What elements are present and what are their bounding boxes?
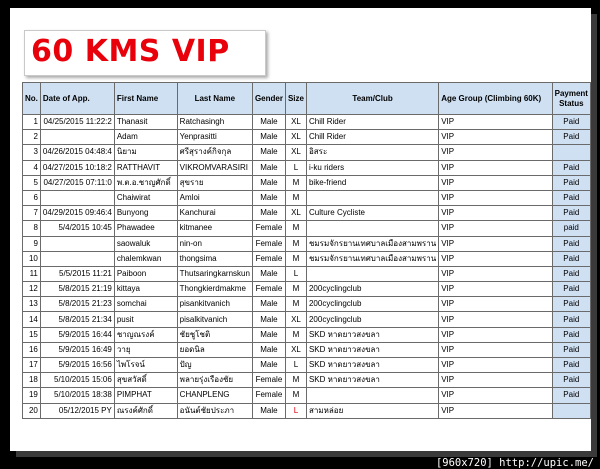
cell-no: 14 <box>23 312 41 327</box>
cell-no: 8 <box>23 221 41 236</box>
table-row <box>23 190 591 205</box>
cell-first-name: saowaluk <box>114 236 177 251</box>
cell-date: 5/4/2015 10:45 <box>40 221 114 236</box>
cell-no: 7 <box>23 206 41 221</box>
cell-gender: Male <box>252 145 285 160</box>
cell-age-group: VIP <box>439 206 552 221</box>
cell-age-group: VIP <box>439 221 552 236</box>
cell-size: XL <box>285 115 306 130</box>
cell-team: Culture Cycliste <box>306 206 438 221</box>
cell-date: 5/9/2015 16:56 <box>40 358 114 373</box>
cell-date: 5/9/2015 16:49 <box>40 342 114 357</box>
cell-gender: Male <box>252 342 285 357</box>
table-row <box>23 206 591 221</box>
cell-last-name: ชัยชูโชติ <box>177 327 252 342</box>
table-row <box>23 221 591 236</box>
cell-size: M <box>285 221 306 236</box>
cell-gender: Female <box>252 388 285 403</box>
table-row <box>23 312 591 327</box>
cell-first-name: สุขสวัสดิ์ <box>114 373 177 388</box>
cell-first-name: somchai <box>114 297 177 312</box>
header-last-name: Last Name <box>177 83 252 115</box>
cell-gender: Male <box>252 266 285 281</box>
cell-last-name: ศรีสุรางค์กิจกุล <box>177 145 252 160</box>
cell-size: M <box>285 373 306 388</box>
cell-team <box>306 266 438 281</box>
header-size: Size <box>285 83 306 115</box>
table-row <box>23 297 591 312</box>
cell-team <box>306 190 438 205</box>
cell-size: M <box>285 327 306 342</box>
header-team: Team/Club <box>306 83 438 115</box>
cell-date <box>40 236 114 251</box>
cell-no: 5 <box>23 175 41 190</box>
cell-last-name: Kanchurai <box>177 206 252 221</box>
cell-last-name: อนันต์ชัยประภา <box>177 403 252 418</box>
cell-size: M <box>285 190 306 205</box>
cell-payment-status: Paid <box>552 282 590 297</box>
cell-payment-status: Paid <box>552 236 590 251</box>
cell-team: i-ku riders <box>306 160 438 175</box>
cell-age-group: VIP <box>439 312 552 327</box>
cell-no: 15 <box>23 327 41 342</box>
cell-payment-status: Paid <box>552 160 590 175</box>
cell-size: M <box>285 251 306 266</box>
title-box <box>24 30 266 76</box>
cell-age-group: VIP <box>439 130 552 145</box>
cell-team: SKD หาดยาวสงขลา <box>306 342 438 357</box>
cell-size: XL <box>285 312 306 327</box>
cell-size: L <box>285 160 306 175</box>
cell-no: 13 <box>23 297 41 312</box>
cell-last-name: pisankitvanich <box>177 297 252 312</box>
cell-first-name: Bunyong <box>114 206 177 221</box>
cell-age-group: VIP <box>439 342 552 357</box>
table-row <box>23 160 591 175</box>
cell-payment-status: Paid <box>552 130 590 145</box>
table-row <box>23 327 591 342</box>
table-row <box>23 130 591 145</box>
cell-first-name: Thanasit <box>114 115 177 130</box>
cell-age-group: VIP <box>439 190 552 205</box>
cell-size: L <box>285 266 306 281</box>
cell-gender: Female <box>252 236 285 251</box>
cell-date: 5/10/2015 15:06 <box>40 373 114 388</box>
cell-no: 1 <box>23 115 41 130</box>
cell-no: 19 <box>23 388 41 403</box>
cell-date: 5/5/2015 11:21 <box>40 266 114 281</box>
cell-gender: Male <box>252 175 285 190</box>
cell-first-name: ชาญณรงค์ <box>114 327 177 342</box>
table-row <box>23 282 591 297</box>
slide-title: 60 KMS VIP <box>31 34 230 69</box>
cell-date: 5/8/2015 21:23 <box>40 297 114 312</box>
cell-no: 2 <box>23 130 41 145</box>
cell-age-group: VIP <box>439 327 552 342</box>
cell-last-name: VIKROMVARASIRI <box>177 160 252 175</box>
cell-size: M <box>285 236 306 251</box>
cell-first-name: PIMPHAT <box>114 388 177 403</box>
cell-size: M <box>285 388 306 403</box>
cell-gender: Female <box>252 251 285 266</box>
table-row <box>23 342 591 357</box>
cell-age-group: VIP <box>439 236 552 251</box>
cell-team: Chill Rider <box>306 115 438 130</box>
header-first-name: First Name <box>114 83 177 115</box>
header-age-group: Age Group (Climbing 60K) <box>439 83 552 115</box>
cell-payment-status: Paid <box>552 327 590 342</box>
cell-gender: Male <box>252 297 285 312</box>
cell-gender: Male <box>252 115 285 130</box>
cell-age-group: VIP <box>439 266 552 281</box>
cell-first-name: พ.ต.อ.ชาญศักดิ์ <box>114 175 177 190</box>
cell-last-name: nin-on <box>177 236 252 251</box>
cell-date: 5/8/2015 21:34 <box>40 312 114 327</box>
cell-last-name: kitmanee <box>177 221 252 236</box>
cell-no: 6 <box>23 190 41 205</box>
cell-age-group: VIP <box>439 282 552 297</box>
cell-size: XL <box>285 145 306 160</box>
cell-team: Chill Rider <box>306 130 438 145</box>
cell-date: 04/27/2015 07:11:0 <box>40 175 114 190</box>
cell-date: 5/10/2015 18:38 <box>40 388 114 403</box>
cell-first-name: kittaya <box>114 282 177 297</box>
table-row <box>23 403 591 418</box>
cell-size: M <box>285 175 306 190</box>
cell-payment-status: Paid <box>552 358 590 373</box>
cell-last-name: Yenprasitti <box>177 130 252 145</box>
cell-date: 05/12/2015 PY <box>40 403 114 418</box>
cell-no: 10 <box>23 251 41 266</box>
cell-age-group: VIP <box>439 403 552 418</box>
cell-gender: Male <box>252 206 285 221</box>
cell-payment-status: Paid <box>552 297 590 312</box>
cell-team: สามหล่อย <box>306 403 438 418</box>
header-no: No. <box>23 83 41 115</box>
cell-gender: Male <box>252 358 285 373</box>
cell-no: 4 <box>23 160 41 175</box>
cell-team: 200cyclingclub <box>306 297 438 312</box>
header-payment-status: Payment Status <box>552 83 590 115</box>
cell-payment-status: Paid <box>552 206 590 221</box>
cell-payment-status: Paid <box>552 115 590 130</box>
table-row <box>23 145 591 160</box>
cell-size: XL <box>285 206 306 221</box>
registration-table <box>22 82 591 419</box>
cell-date: 04/27/2015 10:18:2 <box>40 160 114 175</box>
cell-size: L <box>285 403 306 418</box>
cell-payment-status: paid <box>552 221 590 236</box>
table-row <box>23 251 591 266</box>
cell-payment-status: Paid <box>552 266 590 281</box>
table-row <box>23 388 591 403</box>
slide <box>10 8 591 451</box>
cell-payment-status: Paid <box>552 388 590 403</box>
cell-team: 200cyclingclub <box>306 312 438 327</box>
cell-payment-status: Paid <box>552 251 590 266</box>
cell-team: SKD หาดยาวสงขลา <box>306 358 438 373</box>
cell-last-name: Thutsaringkarnskun <box>177 266 252 281</box>
cell-team: 200cyclingclub <box>306 282 438 297</box>
cell-size: M <box>285 282 306 297</box>
cell-last-name: ยอดนิล <box>177 342 252 357</box>
cell-last-name: pisalkitvanich <box>177 312 252 327</box>
cell-size: XL <box>285 130 306 145</box>
cell-first-name: ไพโรจน์ <box>114 358 177 373</box>
cell-first-name: Chaiwirat <box>114 190 177 205</box>
table-row <box>23 115 591 130</box>
cell-no: 12 <box>23 282 41 297</box>
cell-gender: Female <box>252 282 285 297</box>
cell-gender: Male <box>252 130 285 145</box>
cell-date: 04/26/2015 04:48:4 <box>40 145 114 160</box>
cell-no: 18 <box>23 373 41 388</box>
cell-date: 5/9/2015 16:44 <box>40 327 114 342</box>
cell-date: 04/25/2015 11:22:2 <box>40 115 114 130</box>
cell-date <box>40 190 114 205</box>
cell-last-name: Amloi <box>177 190 252 205</box>
cell-last-name: thongsima <box>177 251 252 266</box>
header-gender: Gender <box>252 83 285 115</box>
cell-last-name: ปัญ <box>177 358 252 373</box>
table-row <box>23 175 591 190</box>
header-row <box>23 83 591 115</box>
cell-team <box>306 221 438 236</box>
cell-size: M <box>285 297 306 312</box>
table-row <box>23 236 591 251</box>
cell-gender: Male <box>252 403 285 418</box>
cell-first-name: Phawadee <box>114 221 177 236</box>
cell-age-group: VIP <box>439 251 552 266</box>
cell-team: อิสระ <box>306 145 438 160</box>
cell-payment-status <box>552 145 590 160</box>
cell-payment-status <box>552 403 590 418</box>
cell-team: ชมรมจักรยานเทศบาลเมืองสามพราน <box>306 236 438 251</box>
table-row <box>23 373 591 388</box>
cell-age-group: VIP <box>439 388 552 403</box>
cell-date: 04/29/2015 09:46:4 <box>40 206 114 221</box>
cell-last-name: พลายรุ่งเรืองชัย <box>177 373 252 388</box>
cell-no: 11 <box>23 266 41 281</box>
cell-date: 5/8/2015 21:19 <box>40 282 114 297</box>
cell-payment-status: Paid <box>552 342 590 357</box>
table-row <box>23 266 591 281</box>
cell-team: bike-friend <box>306 175 438 190</box>
cell-gender: Male <box>252 312 285 327</box>
cell-age-group: VIP <box>439 373 552 388</box>
cell-gender: Male <box>252 160 285 175</box>
cell-age-group: VIP <box>439 115 552 130</box>
cell-first-name: วายุ <box>114 342 177 357</box>
cell-team: ชมรมจักรยานเทศบาลเมืองสามพราน <box>306 251 438 266</box>
cell-last-name: CHANPLENG <box>177 388 252 403</box>
cell-age-group: VIP <box>439 145 552 160</box>
cell-first-name: chalemkwan <box>114 251 177 266</box>
cell-gender: Male <box>252 190 285 205</box>
cell-age-group: VIP <box>439 160 552 175</box>
cell-last-name: สุขราย <box>177 175 252 190</box>
cell-no: 17 <box>23 358 41 373</box>
cell-first-name: Adam <box>114 130 177 145</box>
cell-payment-status: Paid <box>552 312 590 327</box>
cell-first-name: Paiboon <box>114 266 177 281</box>
cell-team: SKD หาดยาวสงขลา <box>306 327 438 342</box>
cell-size: XL <box>285 342 306 357</box>
image-size-footer: [960x720] http://upic.me/ <box>435 457 594 469</box>
cell-payment-status: Paid <box>552 373 590 388</box>
cell-team: SKD หาดยาวสงขลา <box>306 373 438 388</box>
cell-age-group: VIP <box>439 358 552 373</box>
cell-last-name: Ratchasingh <box>177 115 252 130</box>
cell-age-group: VIP <box>439 175 552 190</box>
cell-first-name: นิยาม <box>114 145 177 160</box>
cell-last-name: Thongkierdmakme <box>177 282 252 297</box>
header-date: Date of App. <box>40 83 114 115</box>
table-row <box>23 358 591 373</box>
cell-no: 16 <box>23 342 41 357</box>
cell-no: 9 <box>23 236 41 251</box>
cell-payment-status: Paid <box>552 190 590 205</box>
cell-gender: Female <box>252 373 285 388</box>
cell-first-name: ณรงค์ศักดิ์ <box>114 403 177 418</box>
cell-date <box>40 251 114 266</box>
cell-payment-status: Paid <box>552 175 590 190</box>
cell-date <box>40 130 114 145</box>
cell-age-group: VIP <box>439 297 552 312</box>
cell-first-name: RATTHAVIT <box>114 160 177 175</box>
cell-gender: Female <box>252 221 285 236</box>
cell-no: 20 <box>23 403 41 418</box>
cell-first-name: pusit <box>114 312 177 327</box>
cell-team <box>306 388 438 403</box>
cell-no: 3 <box>23 145 41 160</box>
cell-gender: Male <box>252 327 285 342</box>
cell-size: L <box>285 358 306 373</box>
